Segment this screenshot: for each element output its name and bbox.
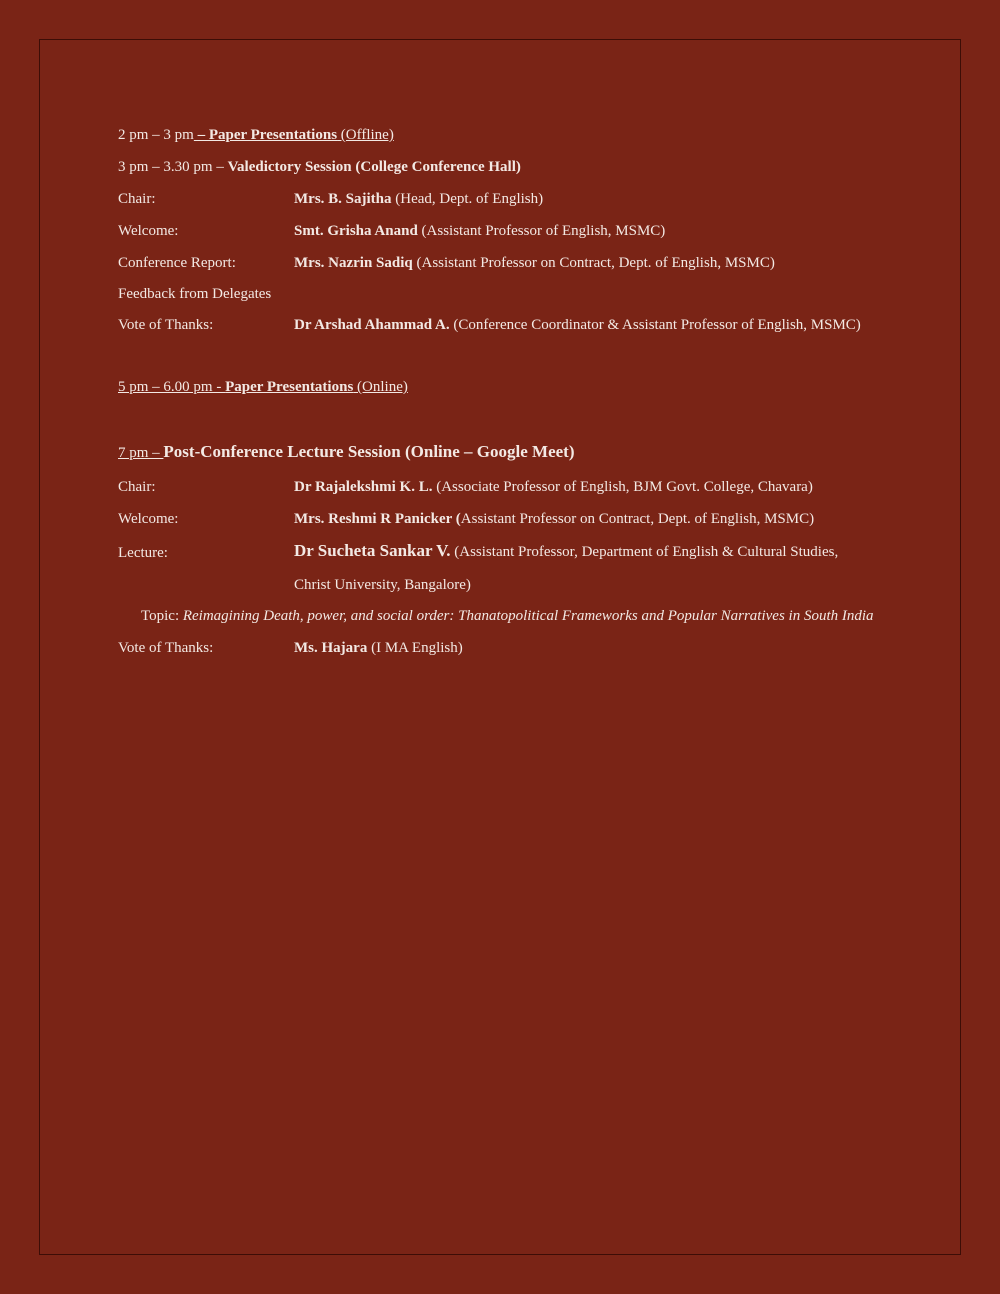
session-title: Paper Presentations	[225, 379, 354, 395]
row-value: Smt. Grisha Anand (Assistant Professor of English, MSMC)	[294, 223, 666, 239]
session-title: Post-Conference Lecture Session (Online – Google Meet)	[163, 442, 575, 461]
row-label: Lecture:	[118, 545, 168, 561]
row-label: Conference Report:	[118, 255, 236, 271]
paper-presentations-offline-line	[118, 125, 394, 145]
time: 3 pm – 3.30 pm –	[118, 159, 228, 175]
session-title: Valedictory Session (College Conference Hall)	[227, 159, 521, 175]
time: 7 pm –	[118, 445, 164, 461]
row-value: Ms. Hajara (I MA English)	[294, 640, 463, 656]
row-value: Mrs. B. Sajitha (Head, Dept. of English)	[294, 191, 544, 207]
row-label: Welcome:	[118, 511, 179, 527]
session-title: – Paper Presentations (Offline)	[193, 127, 394, 143]
row-label: Vote of Thanks:	[118, 640, 214, 656]
row-value: Dr Sucheta Sankar V. (Assistant Professor, Department of English & Cultural Studies,	[294, 541, 839, 560]
session-mode: (Online)	[353, 379, 408, 395]
valedictory-session-line	[118, 157, 521, 177]
time: 2 pm – 3 pm	[118, 127, 194, 143]
row-value: Mrs. Reshmi R Panicker (Assistant Professor on Contract, Dept. of English, MSMC)	[294, 511, 815, 527]
row-label: Welcome:	[118, 223, 179, 239]
row-label: Vote of Thanks:	[118, 317, 214, 333]
row-value: Dr Arshad Ahammad A. (Conference Coordinator & Assistant Professor of English, MSMC)	[294, 317, 861, 333]
lecture-topic: Topic: Reimagining Death, power, and social order: Thanatopolitical Frameworks and Popular Narratives in South India	[141, 608, 874, 624]
post-conference-line	[118, 442, 575, 463]
row-value: Dr Rajalekshmi K. L. (Associate Professor of English, BJM Govt. College, Chavara)	[294, 479, 813, 495]
row-value-continued: Christ University, Bangalore)	[294, 577, 471, 593]
row-label: Chair:	[118, 191, 156, 207]
row-label: Feedback from Delegates	[118, 286, 272, 302]
row-label: Chair:	[118, 479, 156, 495]
paper-presentations-online-line	[118, 377, 408, 397]
time: 5 pm – 6.00 pm -	[118, 379, 226, 395]
row-value: Mrs. Nazrin Sadiq (Assistant Professor on Contract, Dept. of English, MSMC)	[294, 255, 775, 271]
